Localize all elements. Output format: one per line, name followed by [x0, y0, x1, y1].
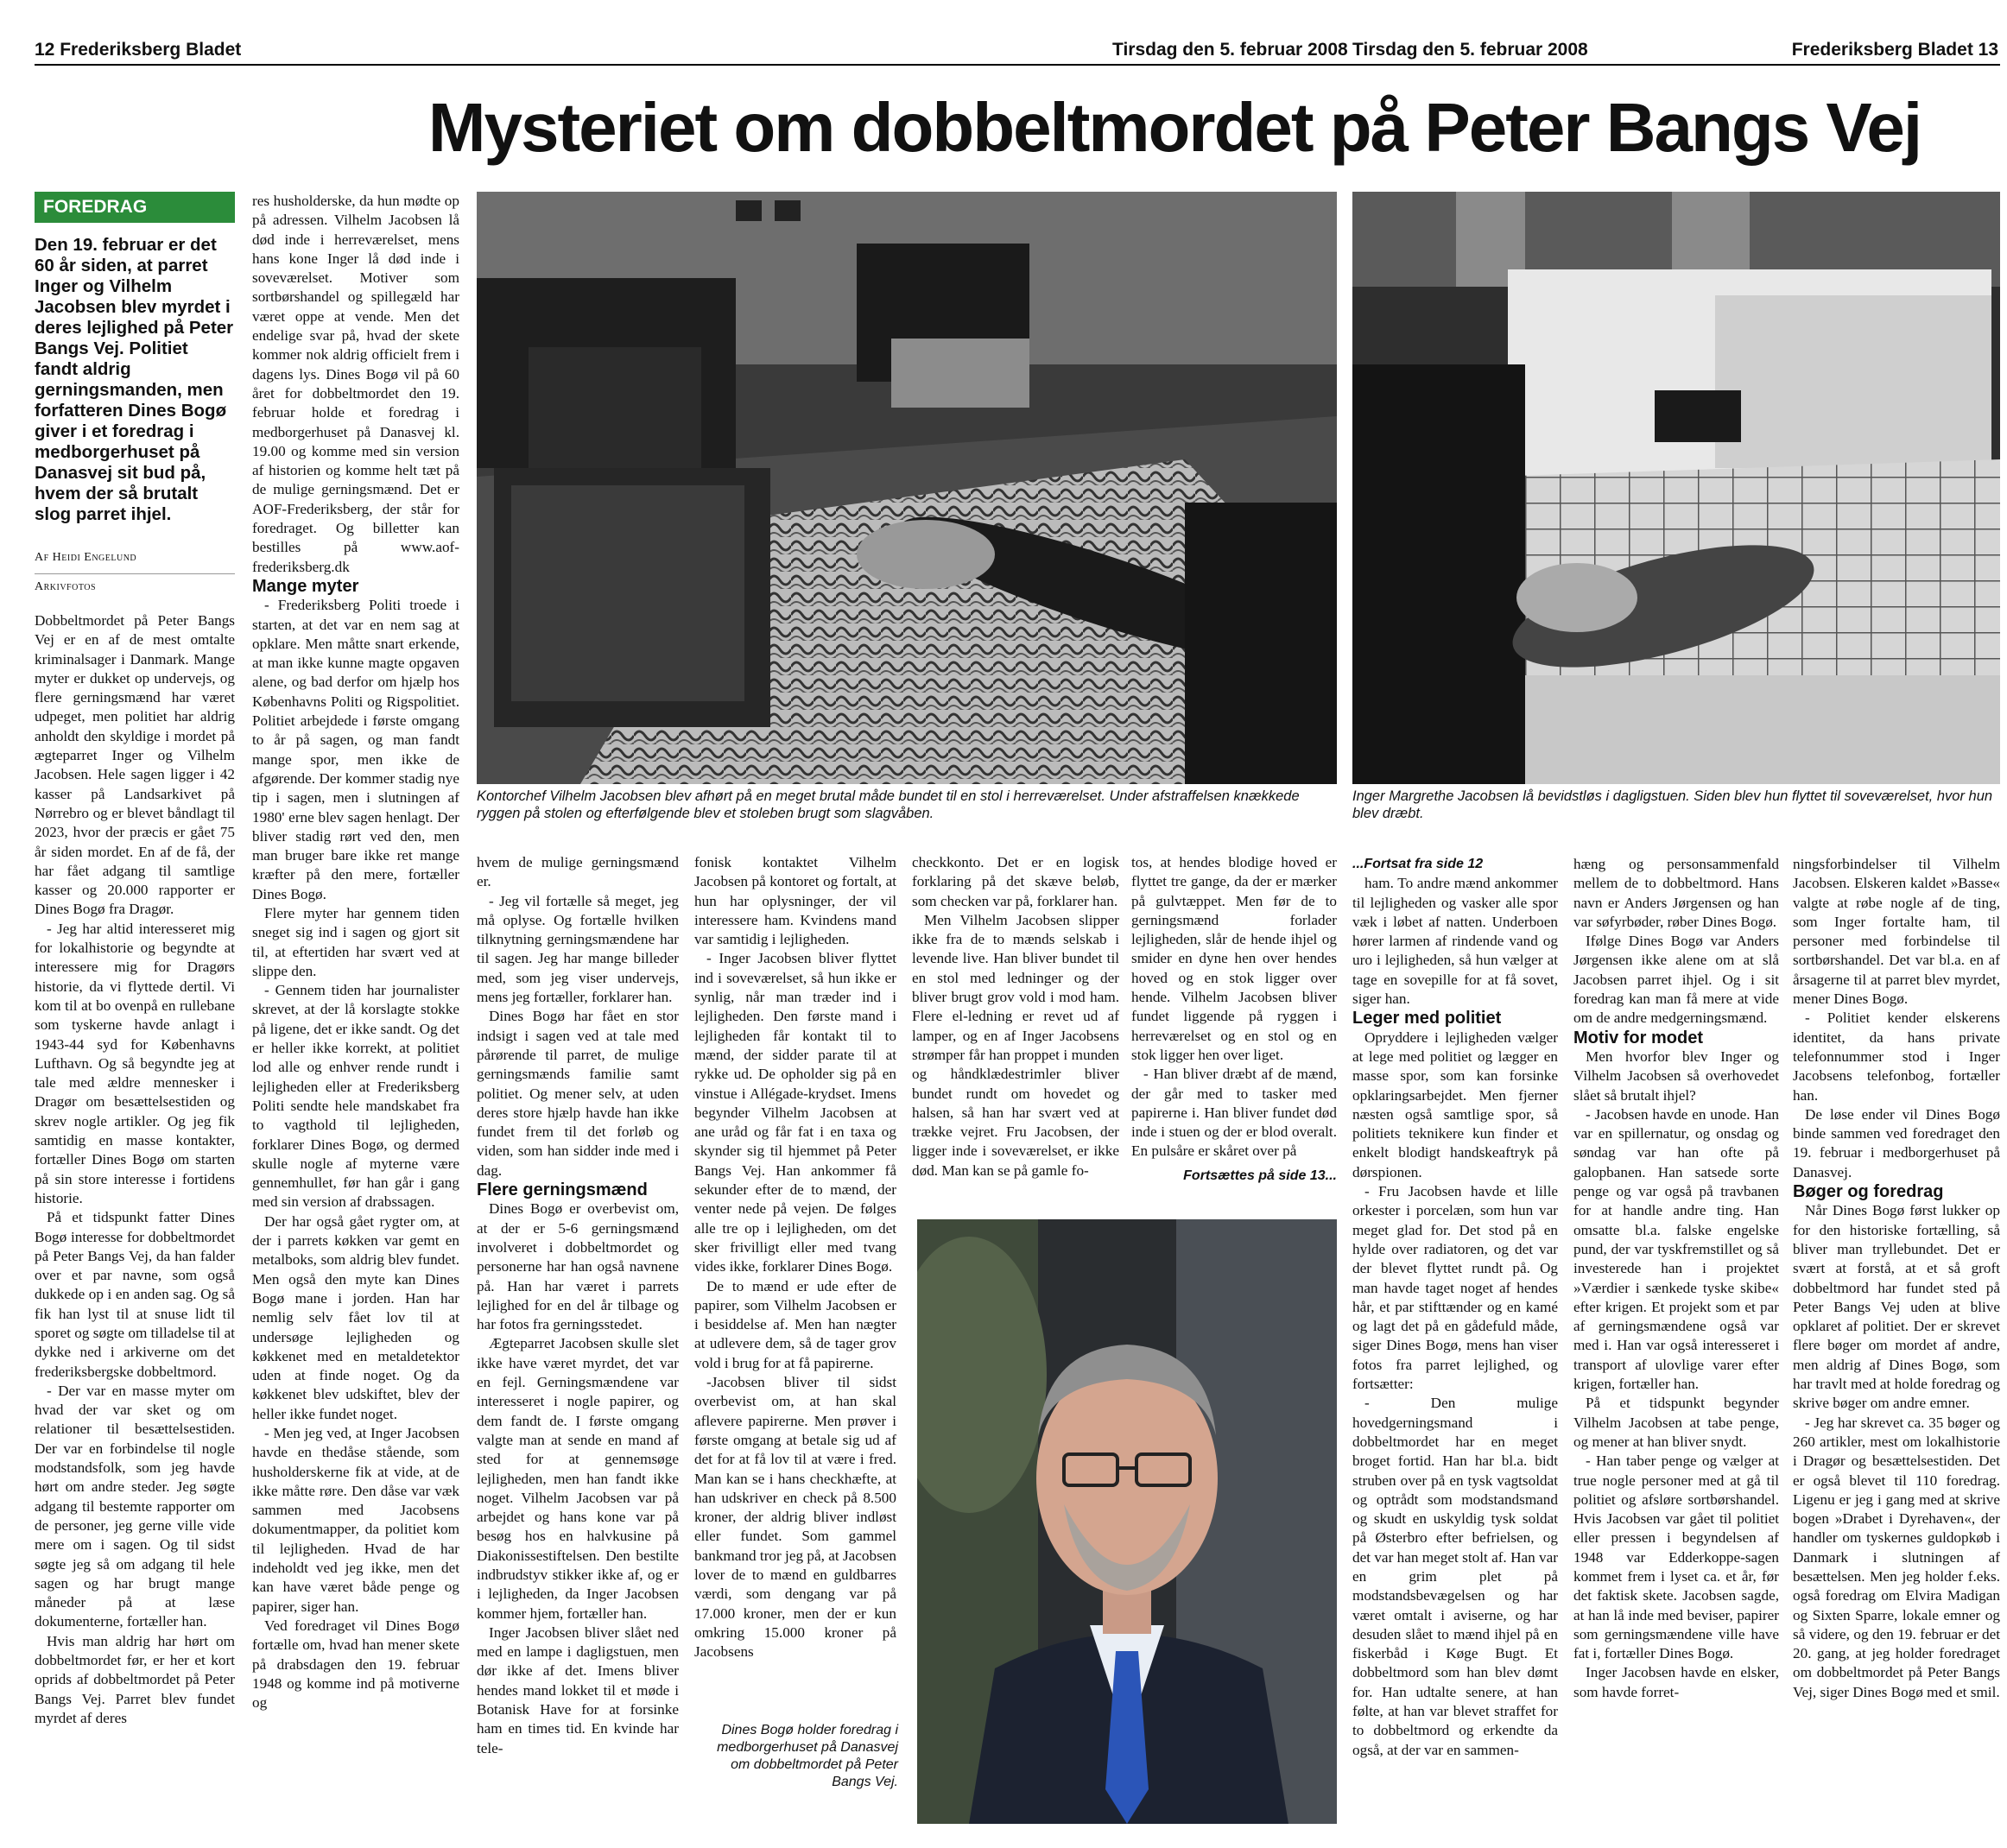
article-column-9: [1793, 855, 2000, 1838]
body-paragraph: Men Vilhelm Jacobsen slipper ikke fra de to mænds selskab i levende live. Han bliver bundet til en stol med ledninger og der bliver brugt grov vold i mod ham. Flere el-ledning er revet ud af lamper, og en af Inger Jacobsens strømper får han proppet i munden og håndklædestrimler bliver bundet rundt om hovedet og halsen, så han har svært ved at trække vejret. Fru Jacobsen, der ligger inde i soveværelset, er ikke død. Man kan se på gamle fo-: [912, 911, 1119, 1179]
body-paragraph: - Inger Jacobsen bliver flyttet ind i soveværelset, så hun ikke er synlig, når man træder ind i lejligheden. Den første mand i lejligheden får kontakt til to mænd, der sidder parate til at rykke ud. De opholder sig på en vinstue i Allégade-krydset. Imens begynder Vilhelm Jacobsen at ane uråd og får fat i en taxa og skynder sig til hjemmet på Peter Bangs Vej. Han ankommer få sekunder efter de to mænd, der venter nede på vejen. De følges alle tre op i lejligheden, om det sker frivilligt eller med tvang vides ikke, forklarer Dines Bogø.: [694, 950, 896, 1275]
subheading: Motiv for modet: [1573, 1028, 1703, 1047]
body-paragraph: - Fru Jacobsen havde et lille orkester i porcelæn, som hun var meget glad for. Det stod på en hylde over radiatoren, og det var der blevet flyttet rundt på. Og man havde taget noget af hendes hår, et par stifttænder og en kamé og lagt det på en gådefuld måde, siger Dines Bogø, mens han viser fotos fra parret lejlighed, og fortsætter:: [1352, 1183, 1558, 1393]
subheading: Bøger og foredrag: [1793, 1182, 1944, 1202]
body-paragraph: - Den mulige hovedgerningsmand i dobbeltmordet har en meget broget fortid. Han har bl.a. bidt struben over på en tysk vagtsoldat og optrådt som modstandsmand og skudt en uskyldig tysk soldat på Østerbro efter befrielsen, og det var han meget stolt af. Han var en grim plet på modstandsbevægelsen og har været omtalt i aviserne, og har desuden slået to mænd ihjel på en fiskerbåd i Køge Bugt. Et dobbeltmord som han blev dømt for. Han udtalte senere, at han følte, at han var blevet straffet for to dobbeltmord og erkendte da også, at der var en sammen-: [1352, 1395, 1558, 1758]
body-paragraph: res husholderske, da hun mødte op på adressen. Vilhelm Jacobsen lå død inde i herreværelset, mens hans kone Inger lå død inde i soveværelset. Motiver som sortbørshandel og spillegæld har været oppe at vende. Men det endelige svar på, hvad der skete kommer nok aldrig officielt frem i dagens lys. Dines Bogø vil på 60 året for dobbeltmordet den 19. februar holde et foredrag i medborgerhuset på Danasvej kl. 19.00 og komme med sin version af historien og komme helt tæt på de mulige gerningsmænd. Det er AOF-Frederiksberg, der står for foredraget. Og billetter kan bestilles på www.aof-frederiksberg.dk: [252, 193, 459, 575]
body-paragraph: De løse ender vil Dines Bogø binde sammen ved foredraget den 19. februar i medborgerhuset på Danasvej.: [1793, 1105, 2000, 1180]
crime-scene-photo-image: [1352, 192, 2000, 784]
crime-scene-photo-image: [477, 192, 1337, 784]
body-paragraph: Når Dines Bogø først lukker op for den historiske fortælling, så bliver man tryllebundet. Det er svært at forstå, at et så groft dobbeltmord har fundet sted på Peter Bangs Vej uden at blive opklaret af politiet. Der er skrevet flere bøger om mordet af andre, men aldrig af Dines Bogø, som har travlt med at holde foredrag og skrive bøger om andre emner.: [1793, 1202, 2000, 1412]
body-paragraph: Men hvorfor blev Inger og Vilhelm Jacobsen så overhovedet slået så brutalt ihjel?: [1573, 1047, 1779, 1104]
body-paragraph: - Frederiksberg Politi troede i starten, at det var en nem sag at opklare. Men måtte snart erkende, at man ikke kunne magte opgaven alene, og bad derfor om hjælp hos Københavns Politi og Rigspolitiet. Politiet arbejdede i første omgang to år på sagen, og man fandt mange spor, men ikke de afgørende. Der kommer stadig nye tip i sagen, men i slutningen af 1980' erne blev sagen henlagt. Der bliver stadig rørt ved den, men man bruger bare ikke ret mange kræfter på den mere, fortæller Dines Bogø.: [252, 597, 459, 902]
body-paragraph: Inger Jacobsen bliver slået ned med en lampe i dagligstuen, men dør ikke af det. Imens bliver hendes mand lokket til et møde i Botanisk Have for at forsinke ham en times tid. En kvinde har tele-: [477, 1623, 679, 1756]
subheading: Mange myter: [252, 576, 359, 596]
body-paragraph: - Han bliver dræbt af de mænd, der går med to tasker med papirerne i. Han bliver fundet død inde i stuen og der er blod overalt. En pulsåre er skåret over på: [1131, 1066, 1337, 1160]
portrait-photo-dines-bogo: [917, 1219, 1337, 1824]
body-paragraph: - Politiet kender elskerens identitet, da hans private telefonnummer stod i Inger Jacobsens telefonbog, fortæller han.: [1793, 1009, 2000, 1104]
continued-on-notice: Fortsættes på side 13...: [1183, 1168, 1337, 1183]
article-column-7: [1352, 855, 1558, 1838]
body-paragraph: Ægteparret Jacobsen skulle slet ikke have været myrdet, det var en fejl. Gerningsmændene var interesseret i nogle papirer, og dem fandt de. I første omgang valgte man at sende en mand af sted for at gennemsøge lejligheden, men han fandt ikke noget. Vilhelm Jacobsen var på arbejdet og hans kone var på besøg hos en halvkusine på Diakonissestiftelsen. Den bestilte indbrudstyv stikker ikke af, og er i lejligheden, da Inger Jacobsen kommer hjem, fortæller han.: [477, 1335, 679, 1622]
body-paragraph: - Jeg vil fortælle så meget, jeg må oplyse. Og fortælle hvilken tilknytning gerningsmændene har til sagen. Jeg har mange billeder med, som jeg viser undervejs, mens jeg fortæller, forklarer han.: [477, 892, 679, 1006]
crime-scene-photo-bedroom: [1352, 192, 2000, 784]
crime-scene-photo-living-room: [477, 192, 1337, 784]
article-column-2: [252, 192, 459, 1838]
body-paragraph: - Jeg har altid interesseret mig for lokalhistorie og begyndte at interessere mig for Dragørs historie, da vi flyttede dertil. Vi kom til at bo ovenpå en rullebane som tyskerne havde anlagt i 1943-44 syd for Københavns Lufthavn. Og så begyndte jeg at tale med ældre mennesker i Dragør om besættelsestiden og skrev nogle artikler. Og jeg fik samtidig en masse kontakter, fortæller Dines Bogø om starten på sin store interesse i fortidens historie.: [35, 920, 235, 1206]
body-paragraph: Dines Bogø er overbevist om, at der er 5-6 gerningsmænd involveret i dobbeltmordet og personerne har han også navnene på. Han har været i parrets lejlighed for en del år tilbage og har fotos fra gerningsstedet.: [477, 1200, 679, 1333]
body-paragraph: De to mænd er ude efter de papirer, som Vilhelm Jacobsen er i besiddelse af. Men han nægter at udlevere dem, så de tager grov vold i brug for at få papirerne.: [694, 1277, 896, 1371]
body-paragraph: - Jeg har skrevet ca. 35 bøger og 260 artikler, mest om lokalhistorie i Dragør og besættelsestiden. Det er også blevet til 110 foredrag. Ligenu er jeg i gang med at skrive bogen »Drabet i Dyrehaven«, der handler om tyskernes guldopkøb i Danmark i slutningen af besættelsen. Men jeg holder f.eks. også foredrag om Elvira Madigan og Sixten Sparre, lokale emner og så videre, og den 19. februar er det 20. gang, at jeg holder foredraget om dobbeltmordet på Peter Bangs Vej, siger Dines Bogø med et smil.: [1793, 1414, 2000, 1700]
body-paragraph: fonisk kontaktet Vilhelm Jacobsen på kontoret og fortalt, at hun har oplysninger, der vil interessere ham. Kvindens mand var samtidig i lejligheden.: [694, 854, 896, 948]
body-paragraph: hvem de mulige gerningsmænd er.: [477, 854, 679, 890]
body-paragraph: På et tidspunkt begynder Vilhelm Jacobsen at tabe penge, og mener at han bliver snydt.: [1573, 1395, 1779, 1450]
body-paragraph: ham. To andre mænd ankommer til lejligheden og vasker alle spor væk i løbet af natten. Underboen hører larmen af rindende vand og uro i lejligheden, så hun vælger at tage en sovepille for at få sovet, siger han.: [1352, 875, 1558, 1008]
headline: Mysteriet om dobbeltmordet på Peter Bangs Vej: [427, 89, 1922, 166]
portrait-caption: Dines Bogø holder foredrag i medborgerhuset på Danasvej om dobbeltmordet på Peter Bangs Vej.: [717, 1723, 898, 1789]
body-paragraph: tos, at hendes blodige hoved er flyttet tre gange, da der er mærker på gulvtæppet. Men før de to gerningsmænd forlader lejligheden, slår de hende ihjel og smider en dyne hen over hendes hoved og en stok ligger over hende. Vilhelm Jacobsen bliver fundet liggende på ryggen i herreværelset og en stol og en stok ligger hen over liget.: [1131, 854, 1337, 1063]
body-paragraph: hæng og personsammenfald mellem de to dobbeltmord. Hans navn er Anders Jørgensen og han var søfyrbøder, røber Dines Bogø.: [1573, 856, 1779, 930]
body-paragraph: -Jacobsen bliver til sidst overbevist om, at han skal aflevere papirerne. Men prøver i første omgang at betale sig ud af det for at få lov til at være i fred. Man kan se i hans checkhæfte, at han udskriver en check på 8.500 kroner, der aldrig bliver indløst eller fundet. Som gammel bankmand tror jeg på, at Jacobsen lover de to mænd en guldbarres værdi, som dengang var på 17.000 kroner, men der er kun omkring 15.000 kroner på Jacobsens: [694, 1374, 896, 1661]
photo-caption-1: Kontorchef Vilhelm Jacobsen blev afhørt på en meget brutal måde bundet til en stol i herreværelset. Under afstraffelsen knækkede ryggen på stolen og efterfølgende blev et stoleben brugt som slagvåben.: [477, 788, 1300, 821]
page-number-right: Frederiksberg Bladet 13: [1791, 40, 1998, 60]
body-paragraph: - Men jeg ved, at Inger Jacobsen havde en thedåse stående, som husholderskerne fik at vide, at de ikke måtte røre. Den dåse var væk sammen med Jacobsens dokumentmapper, da politiet kom til lejligheden. Hvad de har indeholdt ved jeg ikke, men det kan have været både penge og papirer, siger han.: [252, 1425, 459, 1615]
byline: Af Heidi Engelund: [35, 551, 137, 564]
photo-caption-2: Inger Margrethe Jacobsen lå bevidstløs i dagligstuen. Siden blev hun flyttet til soveværelset, hvor hun blev dræbt.: [1352, 788, 1993, 821]
date-left: Tirsdag den 5. februar 2008: [1112, 40, 1348, 60]
article-column-3: [477, 853, 679, 1838]
photo-credit: Arkivfotos: [35, 580, 97, 593]
portrait-image: [917, 1219, 1337, 1824]
article-column-8: [1573, 855, 1779, 1838]
lead-paragraph: Den 19. februar er det 60 år siden, at parret Inger og Vilhelm Jacobsen blev myrdet i deres lejlighed på Peter Bangs Vej. Politiet fandt aldrig gerningsmanden, men forfatteren Dines Bogø giver i et foredrag i medborgerhuset på Danasvej sit bud på, hvem der så brutalt slog parret ihjel.: [35, 235, 234, 524]
body-paragraph: Opryddere i lejligheden vælger at lege med politiet og lægger en masse spor, som kan forsinke opklaringsarbejdet. Men fjerner næsten også samtlige spor, så politiets teknikere kun finder et enkelt blodigt handskeaftryk på dørspionen.: [1352, 1028, 1558, 1180]
body-paragraph: - Der var en masse myter om hvad der var sket og om relationer til besættelsestiden. Der var en forbindelse til nogle modstandsfolk, som jeg havde hørt om andre steder. Jeg søgte adgang til bestemte rapporter om de personer, jeg gerne ville vide mere om i sagen. Og til sidst søgte jeg så om adgang til hele sagen og har brugt mange måneder på at læse dokumenterne, fortæller han.: [35, 1382, 235, 1630]
body-paragraph: På et tidspunkt fatter Dines Bogø interesse for dobbeltmordet på Peter Bangs Vej, da han falder over et par navne, som også dukkede op i en anden sag. Og så fik han lyst til at snuse lidt til sporet og søgte om tilladelse til at dykke ned i arkiverne om det frederiksbergske dobbeltmord.: [35, 1209, 235, 1380]
continued-from-notice: ...Fortsat fra side 12: [1352, 857, 1484, 871]
body-paragraph: Der har også gået rygter om, at der i parrets køkken var gemt en metalboks, som aldrig blev fundet. Men også den myte kan Dines Bogø mane i jorden. Han har nemlig selv fået lov til at undersøge lejligheden og køkkenet med en metaldetektor uden at finde noget. Og da køkkenet blev udskiftet, blev der heller ikke fundet noget.: [252, 1212, 459, 1422]
body-paragraph: Flere myter har gennem tiden sneget sig ind i sagen og gjort sit til, at eftertiden har svært ved at slippe den.: [252, 904, 459, 979]
body-paragraph: Hvis man aldrig har hørt om dobbeltmordet før, er her et kort oprids af dobbeltmordet på Peter Bangs Vej. Parret blev fundet myrdet af deres: [35, 1632, 235, 1726]
subheading: Leger med politiet: [1352, 1009, 1502, 1028]
subheading: Flere gerningsmænd: [477, 1180, 648, 1200]
body-paragraph: - Gennem tiden har journalister skrevet, at der lå korslagte stokke på ligene, det er ikke sandt. Og det er heller ikke korrekt, at politiet lod alle og enhver rende rundt i lejligheden eller at Frederiksberg Politi sendte hele mandskabet fra to vagthold til lejligheden, forklarer Dines Bogø, og dermed skulle nogle af myterne være gennemhullet, før han går i gang med sin version af drabssagen.: [252, 982, 459, 1211]
body-paragraph: Dobbeltmordet på Peter Bangs Vej er en af de mest omtalte kriminalsager i Danmark. Mange myter er dukket op undervejs, og flere gerningsmænd har været udpeget, men politiet har aldrig anholdt den skyldige i mordet på ægteparret Inger og Vilhelm Jacobsen. Hele sagen ligger i 42 kasser på Landsarkivet på Nørrebro og er blevet båndlagt til 2023, hvor der præcis er gået 75 år siden mordet. En af de få, der har fået adgang til samtlige kasser og 20.000 rapporter er Dines Bogø fra Dragør.: [35, 612, 235, 918]
header-rule: [35, 64, 2000, 66]
body-paragraph: checkkonto. Det er en logisk forklaring på det skæve beløb, som checken var på, forklarer han.: [912, 854, 1119, 909]
body-paragraph: ningsforbindelser til Vilhelm Jacobsen. Elskeren kaldet »Basse« valgte at røbe nogle af de ting, som Inger fortalte ham, til personer med forbindelse til sortbørshandel. Det var bl.a. en af årsagerne til at parret blev myrdet, mener Dines Bogø.: [1793, 856, 2000, 1008]
section-kicker: FOREDRAG: [35, 192, 235, 223]
article-column-4: [694, 853, 896, 1838]
article-column-5: [912, 853, 1119, 1209]
body-paragraph: Ifølge Dines Bogø var Anders Jørgensen ikke alene om at slå Jacobsen parret ihjel. Og i sit foredrag kan man få mere at vide om de andre medgerningsmænd.: [1573, 933, 1779, 1027]
body-paragraph: Ved foredraget vil Dines Bogø fortælle om, hvad han mener skete på drabsdagen den 19. februar 1948 og komme ind på motiverne og: [252, 1617, 459, 1712]
date-right: Tirsdag den 5. februar 2008: [1352, 40, 1588, 60]
article-column-6: [1131, 853, 1337, 1209]
byline-divider: [35, 573, 235, 574]
article-column-1: [35, 611, 235, 1838]
body-paragraph: - Han taber penge og vælger at true nogle personer med at gå til politiet og afsløre sortbørshandel. Hvis Jacobsen var gået til politiet eller pressen i begyndelsen af 1948 var Edderkoppe-sagen kommet frem i lyset ca. et år, før det faktisk skete. Jacobsen sagde, at han lå inde med beviser, papirer som gerningsmændene ville have fat i, fortæller Dines Bogø.: [1573, 1452, 1779, 1662]
body-paragraph: Inger Jacobsen havde en elsker, som havde forret-: [1573, 1664, 1779, 1700]
body-paragraph: Dines Bogø har fået en stor indsigt i sagen ved at tale med pårørende til parret, de mulige gerningsmænds familie samt politiet. Og mener selv, at uden deres store hjælp havde han ikke fundet frem til det forløb og viden, som han sidder inde med i dag.: [477, 1008, 679, 1179]
page-number-left: 12 Frederiksberg Bladet: [35, 40, 242, 60]
body-paragraph: - Jacobsen havde en unode. Han var en spillernatur, og onsdag og søndag var han ofte på galopbanen. Han satsede sorte penge og var også på travbanen for at handle andre ting. Han omsatte bl.a. falske engelske pund, der var tyskfremstillet og så investerede han i projektet »Værdier i sænkede tyske skibe« efter krigen. Et projekt som et par af gerningsmændene også var med i. Han var også interesseret i transport af ulovlige varer efter krigen, fortæller han.: [1573, 1105, 1779, 1393]
